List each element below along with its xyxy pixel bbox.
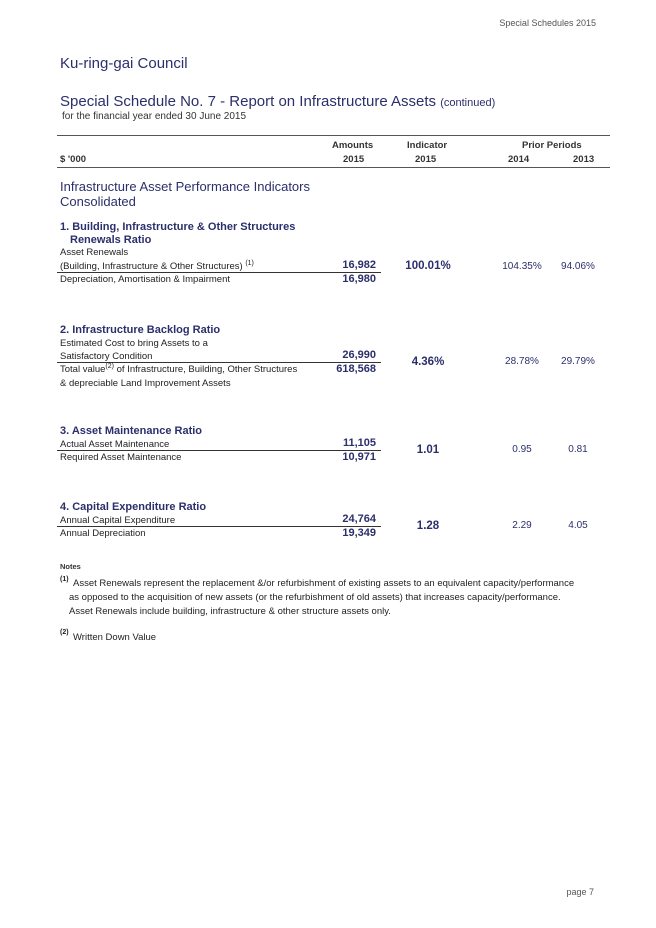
ratio-2-prior-1: 28.78% [505, 356, 539, 367]
schedule-title-text: Special Schedule No. 7 - Report on Infrastructure Assets [60, 93, 437, 110]
ratio-2-numerator-label-line1: Estimated Cost to bring Assets to a [60, 338, 208, 349]
ratio-1-numerator: 16,982 [342, 259, 376, 271]
section-title-line2: Consolidated [60, 194, 136, 209]
prior-year-1: 2014 [508, 154, 530, 165]
unit-label: $ '000 [60, 154, 87, 165]
council-name: Ku-ring-gai Council [60, 55, 188, 72]
header-top-rule [57, 135, 610, 136]
note-2-text: Written Down Value [73, 632, 157, 643]
prior-periods-header: Prior Periods [522, 140, 582, 151]
ratio-3-prior-2: 0.81 [568, 444, 588, 455]
ratio-2-denominator-label-line2: & depreciable Land Improvement Assets [60, 378, 231, 389]
schedule-title-suffix: (continued) [440, 97, 496, 109]
ratio-1-prior-1: 104.35% [502, 261, 542, 272]
ratio-3-indicator: 1.01 [416, 444, 440, 456]
note-2-mark: (2) [60, 629, 69, 636]
ratio-4-denominator: 19,349 [342, 527, 376, 539]
ratio-3-numerator: 11,105 [342, 437, 376, 449]
note-1-mark: (1) [60, 576, 69, 583]
note-1-line3: Asset Renewals include building, infrastructure & other structure assets only. [69, 606, 391, 617]
running-header: Special Schedules 2015 [499, 18, 596, 28]
footnote-ref-1: (1) [245, 259, 254, 267]
ratio-1-indicator: 100.01% [405, 260, 451, 272]
ratio-1-denominator-label: Depreciation, Amortisation & Impairment [60, 274, 231, 285]
ratio-2-numerator-label-line2: Satisfactory Condition [60, 351, 153, 362]
ratio-1-numerator-label-text: (Building, Infrastructure & Other Structures) [60, 261, 243, 272]
ratio-3-title: 3. Asset Maintenance Ratio [60, 425, 203, 437]
ratio-4-prior-1: 2.29 [512, 520, 532, 531]
ratio-1-prior-2: 94.06% [561, 261, 595, 272]
ratio-4-title: 4. Capital Expenditure Ratio [60, 501, 207, 513]
indicator-year: 2015 [415, 154, 437, 165]
ratio-3-prior-1: 0.95 [512, 444, 532, 455]
ratio-4-prior-2: 4.05 [568, 520, 588, 531]
prior-year-2: 2013 [573, 154, 595, 165]
ratio-1-title-line2: Renewals Ratio [70, 234, 152, 246]
ratio-2-indicator: 4.36% [411, 356, 445, 368]
ratio-2-denominator-label-line1 [60, 364, 297, 375]
section-title-line1: Infrastructure Asset Performance Indicators [60, 179, 310, 194]
notes-heading: Notes [60, 562, 81, 571]
ratio-3-numerator-label: Actual Asset Maintenance [60, 439, 170, 450]
schedule-title [60, 93, 495, 110]
ratio-1-numerator-label-line1: Asset Renewals [60, 247, 129, 258]
footnote-ref-2: (2) [105, 362, 114, 370]
ratio-3-denominator-label: Required Asset Maintenance [60, 452, 182, 463]
ratio-4-denominator-label: Annual Depreciation [60, 528, 146, 539]
ratio-2-denominator-label-b: of Infrastructure, Building, Other Structures [116, 364, 298, 375]
ratio-2-denominator: 618,568 [336, 363, 376, 375]
header-bottom-rule [57, 167, 610, 168]
amounts-year: 2015 [343, 154, 365, 165]
ratio-4-numerator: 24,764 [342, 513, 376, 525]
ratio-1-numerator-label-line2 [60, 261, 254, 272]
ratio-2-prior-2: 29.79% [561, 356, 595, 367]
ratio-2-numerator: 26,990 [342, 349, 376, 361]
ratio-4-numerator-label: Annual Capital Expenditure [60, 515, 176, 526]
ratio-4-indicator: 1.28 [416, 520, 440, 532]
schedule-subtitle: for the financial year ended 30 June 2015 [62, 111, 247, 122]
ratio-1-title-line1: 1. Building, Infrastructure & Other Structures [60, 221, 296, 233]
ratio-1-denominator: 16,980 [342, 273, 376, 285]
page-number: page 7 [566, 887, 594, 897]
ratio-2-title: 2. Infrastructure Backlog Ratio [60, 324, 221, 336]
ratio-3-denominator: 10,971 [342, 451, 376, 463]
note-1-line1: Asset Renewals represent the replacement &/or refurbishment of existing assets to an equivalent capacity/performance [73, 578, 575, 589]
ratio-2-denominator-label-a: Total value [60, 364, 106, 375]
indicator-header: Indicator [407, 140, 448, 151]
amounts-header: Amounts [332, 140, 374, 151]
note-1-line2: as opposed to the acquisition of new assets (or the refurbishment of old assets) that increases capacity/performance. [69, 592, 561, 603]
